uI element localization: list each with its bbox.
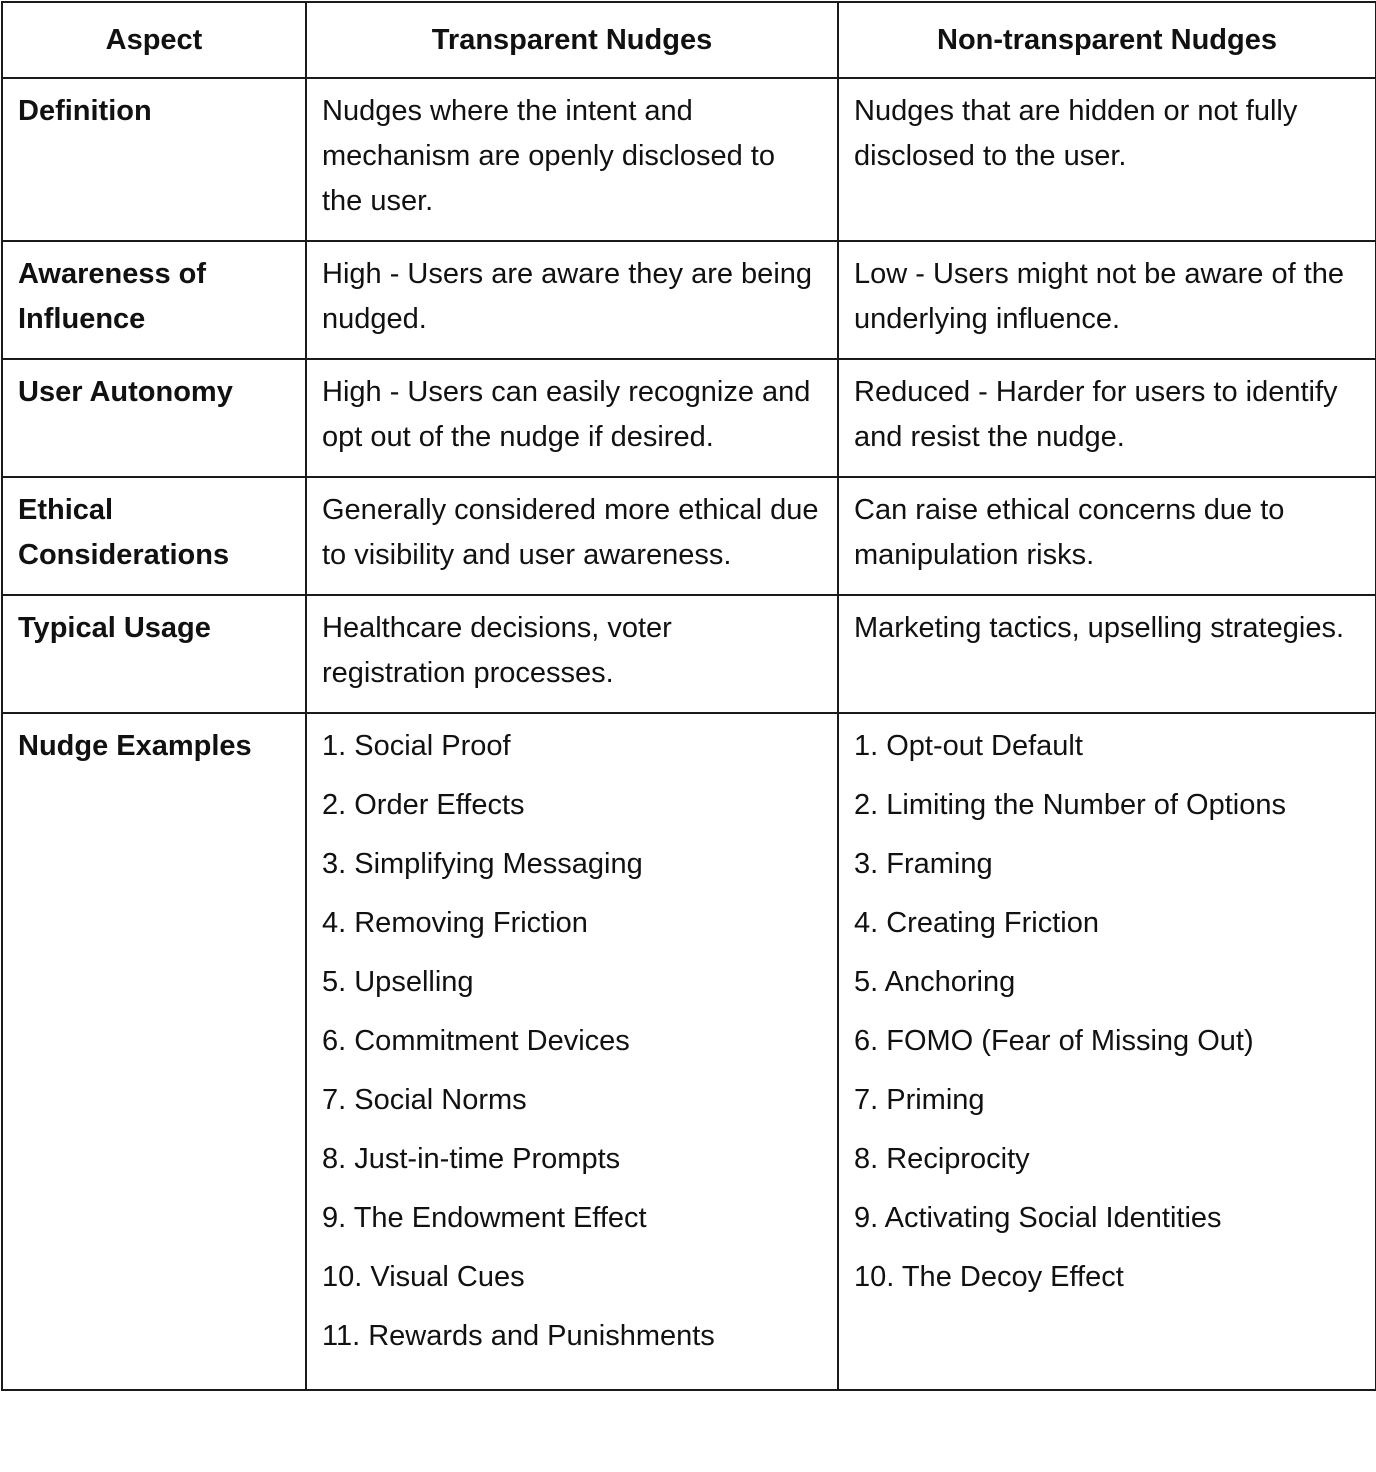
table-row <box>2 359 1376 477</box>
list-item: 6. Commitment Devices <box>322 1025 630 1057</box>
non-transparent-cell: Nudges that are hidden or not fully disclosed to the user. <box>838 78 1376 241</box>
non-transparent-cell: Marketing tactics, upselling strategies. <box>838 595 1376 713</box>
transparent-cell: Healthcare decisions, voter registration processes. <box>306 595 838 713</box>
list-item: 1. Opt-out Default <box>854 730 1083 762</box>
list-item: 2. Limiting the Number of Options <box>854 789 1286 821</box>
non-transparent-cell: Can raise ethical concerns due to manipulation risks. <box>838 477 1376 595</box>
list-item: 5. Upselling <box>322 966 474 998</box>
list-item: 3. Simplifying Messaging <box>322 848 643 880</box>
transparent-examples-list <box>322 724 822 1359</box>
list-item: 3. Framing <box>854 848 993 880</box>
aspect-cell: Nudge Examples <box>2 713 306 1390</box>
aspect-cell: Awareness of Influence <box>2 241 306 359</box>
non-transparent-cell: Reduced - Harder for users to identify and resist the nudge. <box>838 359 1376 477</box>
list-item: 8. Reciprocity <box>854 1143 1030 1175</box>
list-item: 7. Priming <box>854 1084 985 1116</box>
list-item: 10. Visual Cues <box>322 1261 525 1293</box>
header-aspect: Aspect <box>2 2 306 78</box>
list-item: 2. Order Effects <box>322 789 525 821</box>
list-item: 4. Removing Friction <box>322 907 588 939</box>
transparent-cell: Nudges where the intent and mechanism are openly disclosed to the user. <box>306 78 838 241</box>
comparison-table <box>1 1 1376 1391</box>
list-item: 7. Social Norms <box>322 1084 527 1116</box>
list-item: 5. Anchoring <box>854 966 1016 998</box>
list-item: 1. Social Proof <box>322 730 511 762</box>
list-item: 9. The Endowment Effect <box>322 1202 647 1234</box>
examples-row <box>2 713 1376 1390</box>
transparent-cell: Generally considered more ethical due to visibility and user awareness. <box>306 477 838 595</box>
transparent-cell: High - Users are aware they are being nudged. <box>306 241 838 359</box>
table-row <box>2 241 1376 359</box>
aspect-cell: Definition <box>2 78 306 241</box>
transparent-examples-cell <box>306 713 838 1390</box>
header-transparent-nudges: Transparent Nudges <box>306 2 838 78</box>
non-transparent-examples-cell <box>838 713 1376 1390</box>
aspect-cell: Ethical Considerations <box>2 477 306 595</box>
transparent-cell: High - Users can easily recognize and opt out of the nudge if desired. <box>306 359 838 477</box>
non-transparent-examples-list <box>854 724 1360 1300</box>
list-item: 9. Activating Social Identities <box>854 1202 1222 1234</box>
table-row <box>2 78 1376 241</box>
header-row <box>2 2 1376 78</box>
header-non-transparent-nudges: Non-transparent Nudges <box>838 2 1376 78</box>
list-item: 10. The Decoy Effect <box>854 1261 1124 1293</box>
list-item: 6. FOMO (Fear of Missing Out) <box>854 1025 1254 1057</box>
non-transparent-cell: Low - Users might not be aware of the underlying influence. <box>838 241 1376 359</box>
list-item: 11. Rewards and Punishments <box>322 1320 715 1352</box>
table-row <box>2 595 1376 713</box>
list-item: 8. Just-in-time Prompts <box>322 1143 621 1175</box>
aspect-cell: User Autonomy <box>2 359 306 477</box>
table-row <box>2 477 1376 595</box>
aspect-cell: Typical Usage <box>2 595 306 713</box>
list-item: 4. Creating Friction <box>854 907 1099 939</box>
